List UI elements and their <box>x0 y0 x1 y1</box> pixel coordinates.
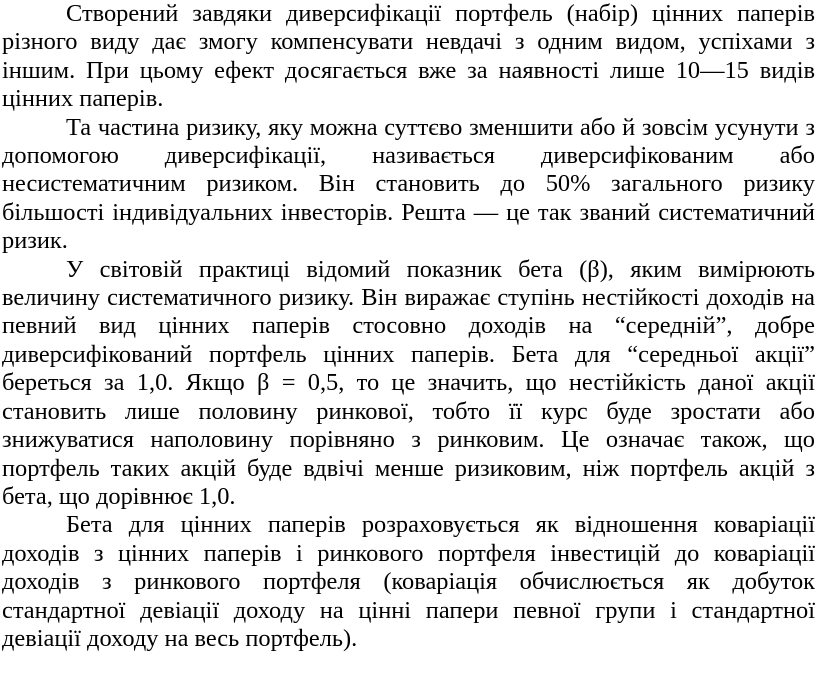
paragraph-beta-calculation: Бета для цінних паперів розраховується як відношення коваріації доходів з цінних паперів і ринкового портфеля інвестицій до коваріації доходів з ринкового портфеля (коваріація обчислюється як добуток стандартної девіації доходу на цінні папери певної групи і стандартної девіації доходу на весь портфель). <box>2 511 815 652</box>
paragraph-diversified-portfolio: Створений завдяки диверсифікації портфель (набір) цінних паперів різного виду дає змогу компенсувати невдачі з одним видом, успіхами з іншим. При цьому ефект досягається вже за наявності лише 10—15 видів цінних паперів. <box>2 0 815 113</box>
paragraph-unsystematic-risk: Та частина ризику, яку можна суттєво зменшити або й зовсім усунути з допомогою диверсифікації, називається диверсифікованим або несистематичним ризиком. Він становить до 50% загального ризику більшості індивідуальних інвесторів. Решта — це так званий систематичний ризик. <box>2 113 815 255</box>
paragraph-beta-indicator: У світовій практиці відомий показник бета (β), яким вимірюють величину систематичного ризику. Він виражає ступінь нестійкості доходів на певний вид цінних паперів стосовно доходів на “середній”, добре диверсифікований портфель цінних паперів. Бета для “середньої акції” береться за 1,0. Якщо β = 0,5, то це значить, що нестійкість даної акції становить лише половину ринкової, тобто її курс буде зростати або знижуватися наполовину порівняно з ринковим. Це означає також, що портфель таких акцій буде вдвічі менше ризиковим, ніж портфель акцій з бета, що дорівнює 1,0. <box>2 255 815 510</box>
